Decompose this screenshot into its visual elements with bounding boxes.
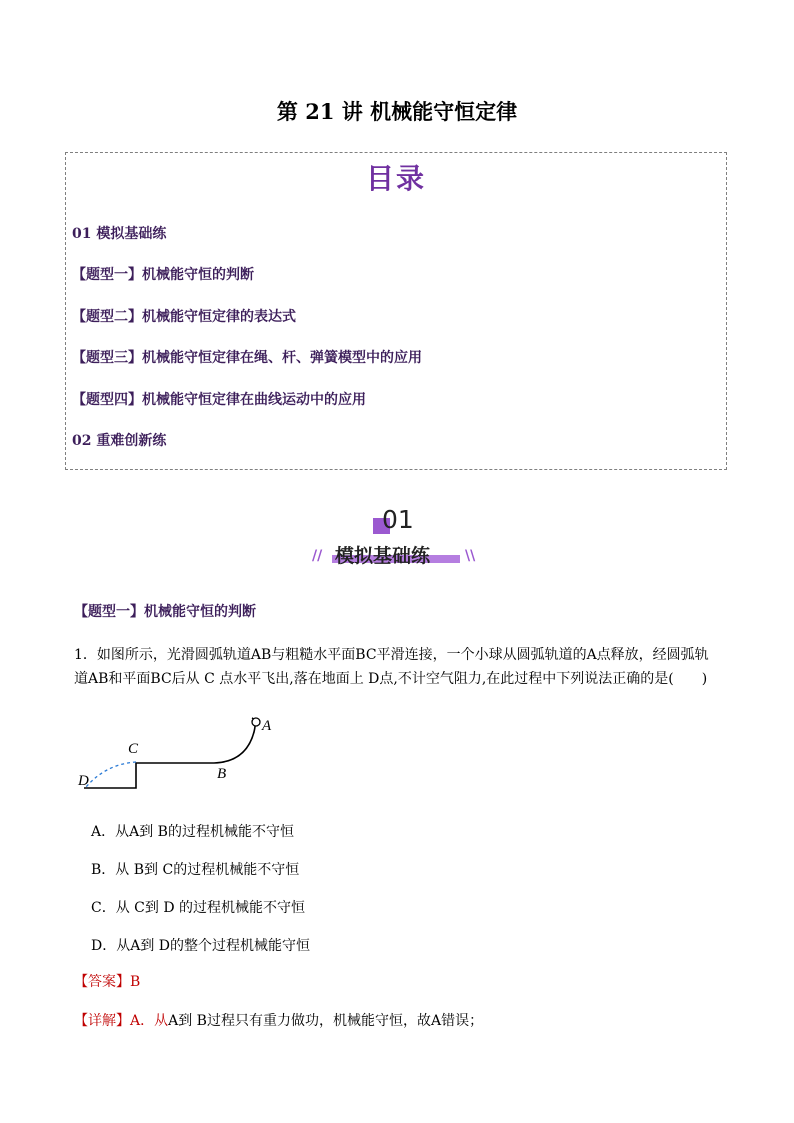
option-b[interactable]: B．从 B到 C的过程机械能不守恒 — [91, 862, 300, 878]
detail-lead: A．从 — [130, 1013, 169, 1029]
track-diagram — [76, 712, 276, 796]
projectile-path — [86, 762, 136, 787]
option-a[interactable]: A．从A到 B的过程机械能不守恒 — [91, 824, 294, 840]
toc-item-type-4[interactable]: 【题型四】机械能守恒定律在曲线运动中的应用 — [72, 392, 366, 408]
section-number: 01 — [382, 505, 414, 534]
section-banner — [310, 505, 480, 569]
arc-track — [214, 718, 255, 763]
option-d[interactable]: D．从A到 D的整个过程机械能守恒 — [91, 938, 311, 954]
ball — [252, 718, 260, 726]
label-D: D — [78, 773, 89, 789]
label-B: B — [217, 766, 227, 782]
toc-item-type-1[interactable]: 【题型一】机械能守恒的判断 — [72, 267, 254, 283]
label-C: C — [128, 741, 139, 757]
option-c[interactable]: C．从 C到 D 的过程机械能不守恒 — [91, 900, 305, 916]
answer-label: 【答案】 — [74, 974, 130, 990]
answer — [74, 971, 140, 991]
section-title: 模拟基础练 — [335, 545, 431, 567]
table-of-contents — [65, 152, 727, 470]
question-stem-line-2: 道AB和平面BC后从 C 点水平飞出,落在地面上 D点,不计空气阻力,在此过程中下列说法正确的是( ) — [74, 671, 708, 687]
toc-item-section-02[interactable]: 02 重难创新练 — [72, 433, 167, 449]
toc-item-type-2[interactable]: 【题型二】机械能守恒定律的表达式 — [72, 309, 296, 325]
detail-label: 【详解】 — [74, 1013, 130, 1029]
toc-item-type-3[interactable]: 【题型三】机械能守恒定律在绳、杆、弹簧模型中的应用 — [72, 350, 422, 366]
question-type-heading: 【题型一】机械能守恒的判断 — [74, 604, 256, 620]
answer-value: B — [130, 974, 141, 990]
toc-item-section-01[interactable]: 01 模拟基础练 — [72, 226, 167, 242]
section-left-decoration: // — [312, 548, 323, 564]
detail-text: A到 B过程只有重力做功，机械能守恒，故A错误； — [168, 1013, 484, 1029]
page-title: 第 21 讲 机械能守恒定律 — [276, 99, 518, 124]
section-right-decoration: \\ — [465, 548, 476, 564]
ground-and-platform-line — [84, 763, 214, 788]
toc-heading: 目录 — [365, 162, 426, 195]
question-stem-line-1: 1．如图所示，光滑圆弧轨道AB与粗糙水平面BC平滑连接，一个小球从圆弧轨道的A点释放，经圆弧轨 — [74, 647, 709, 663]
detail — [74, 1010, 483, 1030]
label-A: A — [262, 718, 272, 734]
